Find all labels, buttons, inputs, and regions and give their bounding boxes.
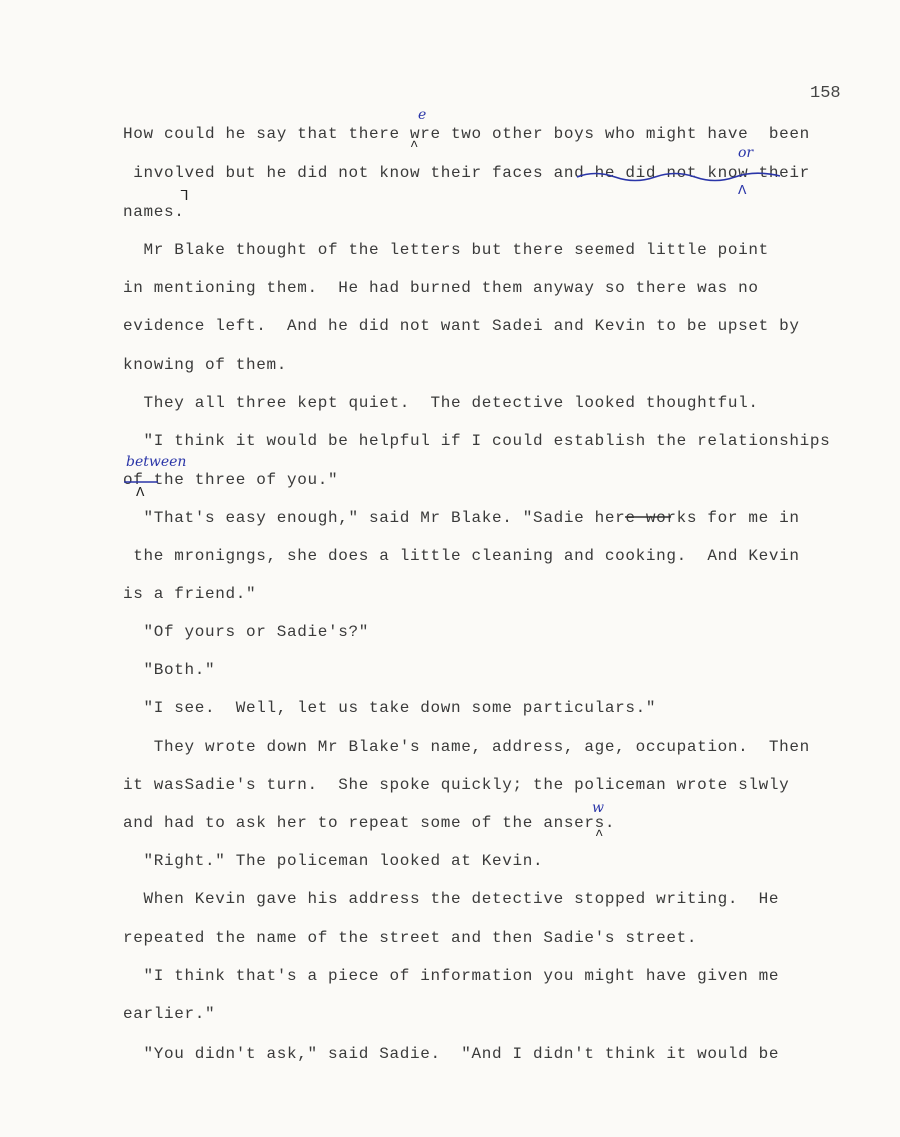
text-line: "Of yours or Sadie's?" [123, 623, 370, 641]
strikeout-scribble [575, 168, 785, 184]
text-line: and had to ask her to repeat some of the ansers. [123, 814, 616, 832]
text-line: When Kevin gave his address the detective stopped writing. He [123, 890, 780, 908]
text-line: repeated the name of the street and then Sadie's street. [123, 929, 698, 947]
text-line: How could he say that there wre two other boys who might have been [123, 125, 810, 143]
insert-caret-mark: ^ [595, 828, 604, 844]
insert-w-annotation: w [592, 800, 604, 816]
text-line: "That's easy enough," said Mr Blake. "Sadie here works for me in [123, 509, 800, 527]
text-line: it wasSadie's turn. She spoke quickly; the policeman wrote slwly [123, 776, 790, 794]
strikeout-here [625, 512, 673, 522]
insert-caret-mark: Λ [136, 485, 145, 501]
text-line: in mentioning them. He had burned them anyway so there was no [123, 279, 759, 297]
text-line: "I see. Well, let us take down some particulars." [123, 699, 657, 717]
insert-or-annotation: or [738, 145, 754, 161]
page-number: 158 [810, 84, 841, 103]
line-start: involved but he did not know their faces and he did not know their [123, 164, 810, 182]
text-line: knowing of them. [123, 356, 288, 374]
insert-between-annotation: between [126, 454, 187, 470]
text-line: "I think it would be helpful if I could establish the relationships [123, 432, 831, 450]
text-line: "Right." The policeman looked at Kevin. [123, 852, 544, 870]
text-line: of the three of you." [123, 471, 339, 489]
text-line: "You didn't ask," said Sadie. "And I didn't think it would be [123, 1045, 780, 1063]
text-line: They wrote down Mr Blake's name, address, age, occupation. Then [123, 738, 810, 756]
text-line: names. [123, 203, 185, 221]
text-line: evidence left. And he did not want Sadei and Kevin to be upset by [123, 317, 800, 335]
text-line: "Both." [123, 661, 216, 679]
insert-caret-mark: ᒣ [180, 189, 189, 205]
text-line: is a friend." [123, 585, 257, 603]
text-line: "I think that's a piece of information you might have given me [123, 967, 780, 985]
text-line: the mronigngs, she does a little cleaning and cooking. And Kevin [123, 547, 800, 565]
insert-caret-mark: ^ [410, 139, 419, 155]
text-line: They all three kept quiet. The detective looked thoughtful. [123, 394, 759, 412]
insert-e-annotation: e [418, 107, 427, 123]
text-line: earlier." [123, 1005, 216, 1023]
insert-caret-mark: Λ [738, 183, 747, 199]
text-line: Mr Blake thought of the letters but there seemed little point [123, 241, 769, 259]
